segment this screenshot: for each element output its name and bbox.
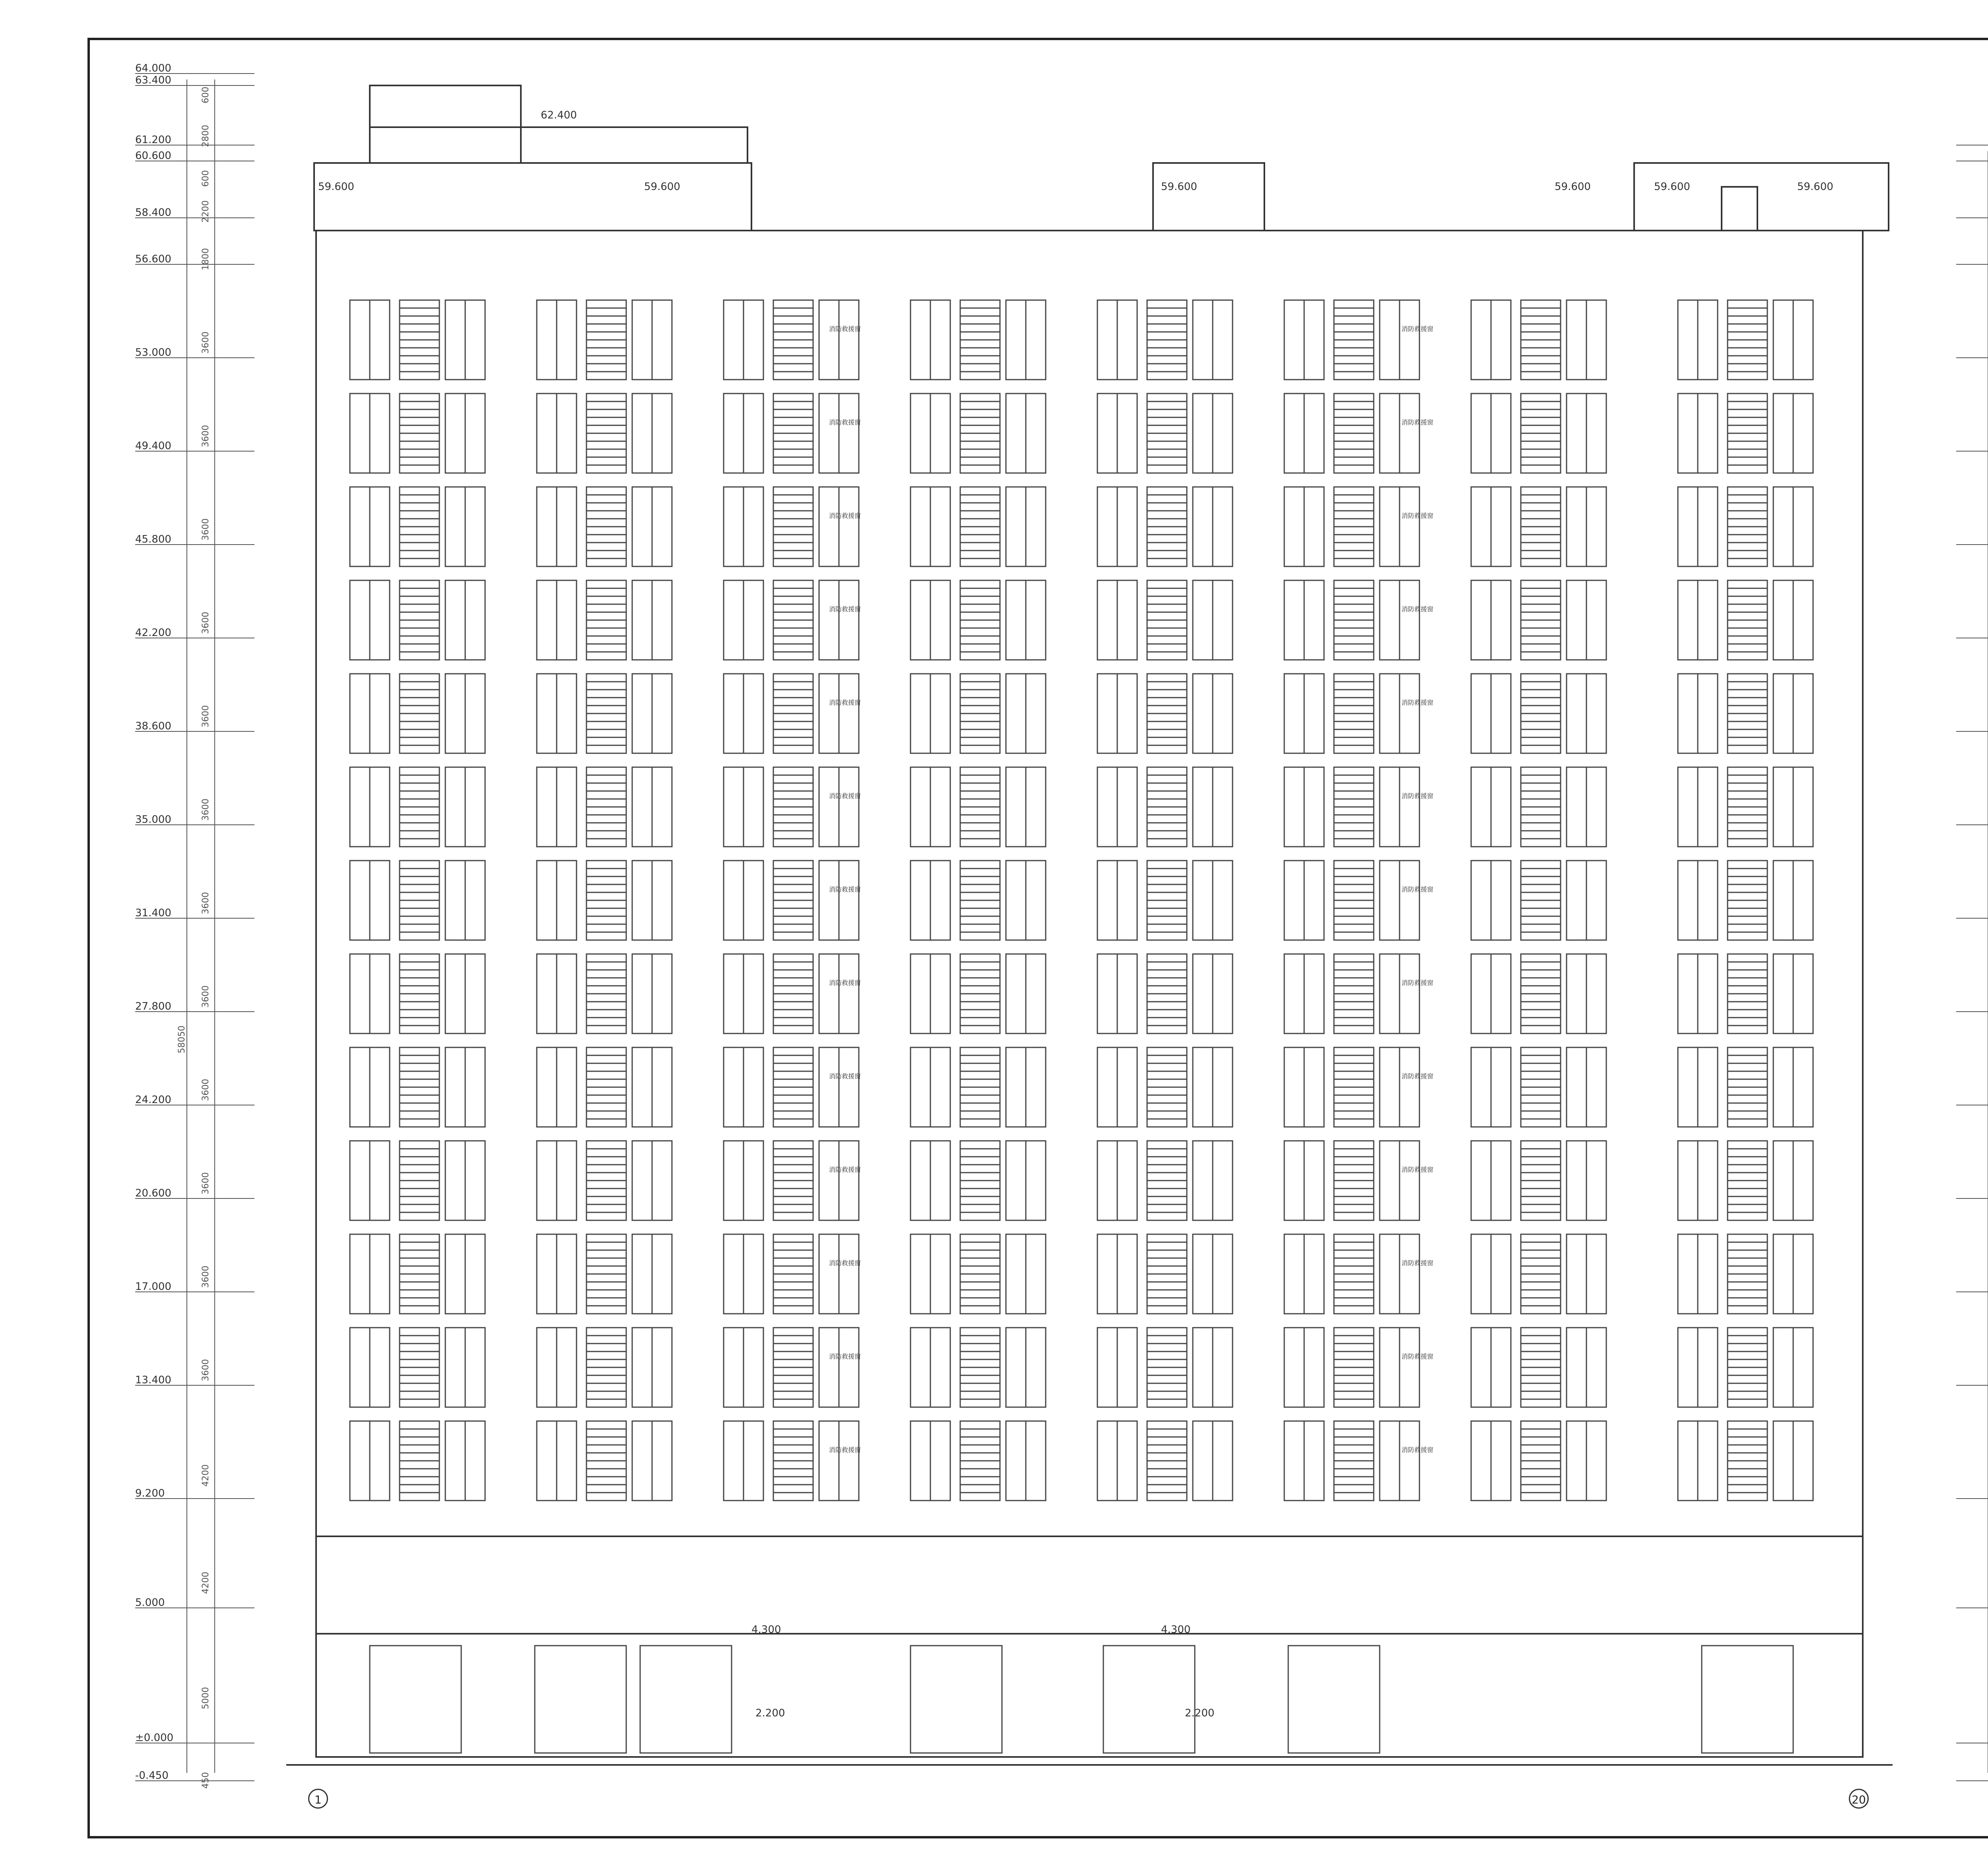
dimension-text: 3600 (201, 1172, 211, 1194)
level-mark: 58.400 (135, 207, 171, 219)
fire-rescue-window-label: 消防救援窗 (1402, 1446, 1434, 1454)
level-mark: 9.200 (135, 1487, 165, 1499)
fire-rescue-window-label: 消防救援窗 (1402, 1259, 1434, 1267)
fire-rescue-window-label: 消防救援窗 (1402, 325, 1434, 333)
roof-level-mark: 59.600 (1161, 181, 1197, 193)
dimension-text: 3600 (201, 985, 211, 1008)
roof-level-mark: 59.600 (1555, 181, 1591, 193)
fire-rescue-window-label: 消防救援窗 (1402, 1072, 1434, 1080)
roof-level-mark: 59.600 (1797, 181, 1833, 193)
fire-rescue-window-label: 消防救援窗 (829, 792, 861, 800)
level-mark: -0.450 (135, 1770, 169, 1782)
roof-level-mark: 59.600 (318, 181, 354, 193)
dimension-text: 3600 (201, 332, 211, 354)
level-mark: 17.000 (135, 1281, 171, 1293)
dimension-text: 1800 (201, 248, 211, 270)
level-mark: ±0.000 (135, 1732, 174, 1744)
fire-rescue-window-label: 消防救援窗 (1402, 605, 1434, 613)
level-mark: 49.400 (135, 440, 171, 452)
fire-rescue-window-label: 消防救援窗 (829, 886, 861, 893)
axis-bubble-start: 1 (308, 1789, 328, 1809)
level-mark: 63.400 (135, 74, 171, 86)
fire-rescue-window-label: 消防救援窗 (1402, 512, 1434, 520)
fire-rescue-window-label: 消防救援窗 (1402, 1166, 1434, 1173)
dimension-text: 3600 (201, 425, 211, 447)
drawing-frame (87, 38, 1988, 1838)
dimension-text: 3600 (201, 1079, 211, 1101)
fire-rescue-window-label: 消防救援窗 (1402, 792, 1434, 800)
fire-rescue-window-label: 消防救援窗 (829, 1166, 861, 1173)
axis-bubble-end: 20 (1849, 1789, 1869, 1809)
ground-level-mark: 4.300 (751, 1624, 781, 1636)
level-mark: 61.200 (135, 134, 171, 146)
fire-rescue-window-label: 消防救援窗 (829, 699, 861, 706)
dimension-text: 4200 (201, 1464, 211, 1487)
level-mark: 13.400 (135, 1374, 171, 1386)
fire-rescue-window-label: 消防救援窗 (829, 419, 861, 426)
roof-level-mark: 59.600 (644, 181, 680, 193)
dimension-text: 3600 (201, 1266, 211, 1288)
dimension-text: 58050 (177, 1026, 187, 1053)
fire-rescue-window-label: 消防救援窗 (829, 1353, 861, 1360)
dimension-text: 600 (201, 87, 211, 103)
dimension-text: 3600 (201, 612, 211, 634)
level-mark: 31.400 (135, 907, 171, 919)
level-mark: 5.000 (135, 1597, 165, 1609)
fire-rescue-window-label: 消防救援窗 (829, 1072, 861, 1080)
dimension-text: 3600 (201, 892, 211, 914)
dimension-text: 2800 (201, 125, 211, 147)
fire-rescue-window-label: 消防救援窗 (1402, 699, 1434, 706)
level-mark: 42.200 (135, 627, 171, 639)
level-mark: 60.600 (135, 150, 171, 162)
fire-rescue-window-label: 消防救援窗 (829, 512, 861, 520)
dimension-text: 3600 (201, 1359, 211, 1381)
dimension-text: 3600 (201, 799, 211, 821)
level-mark: 20.600 (135, 1187, 171, 1199)
level-mark: 53.000 (135, 347, 171, 359)
fire-rescue-window-label: 消防救援窗 (1402, 886, 1434, 893)
level-mark: 45.800 (135, 533, 171, 545)
level-mark: 38.600 (135, 720, 171, 732)
roof-level-mark: 62.400 (541, 109, 577, 121)
fire-rescue-window-label: 消防救援窗 (829, 1259, 861, 1267)
fire-rescue-window-label: 消防救援窗 (1402, 1353, 1434, 1360)
ground-level-mark: 2.200 (755, 1707, 785, 1719)
level-mark: 64.000 (135, 62, 171, 74)
fire-rescue-window-label: 消防救援窗 (829, 605, 861, 613)
ground-level-mark: 4.300 (1161, 1624, 1191, 1636)
fire-rescue-window-label: 消防救援窗 (829, 1446, 861, 1454)
roof-level-mark: 59.600 (1654, 181, 1690, 193)
dimension-text: 4200 (201, 1572, 211, 1594)
fire-rescue-window-label: 消防救援窗 (829, 325, 861, 333)
dimension-text: 5000 (201, 1687, 211, 1709)
level-mark: 35.000 (135, 814, 171, 826)
dimension-text: 450 (201, 1772, 211, 1789)
dimension-text: 600 (201, 170, 211, 187)
fire-rescue-window-label: 消防救援窗 (829, 979, 861, 987)
dimension-text: 3600 (201, 705, 211, 727)
dimension-text: 3600 (201, 518, 211, 541)
ground-level-mark: 2.200 (1185, 1707, 1215, 1719)
level-mark: 56.600 (135, 253, 171, 265)
level-mark: 24.200 (135, 1094, 171, 1106)
level-mark: 27.800 (135, 1001, 171, 1012)
fire-rescue-window-label: 消防救援窗 (1402, 979, 1434, 987)
dimension-text: 2200 (201, 200, 211, 223)
fire-rescue-window-label: 消防救援窗 (1402, 419, 1434, 426)
